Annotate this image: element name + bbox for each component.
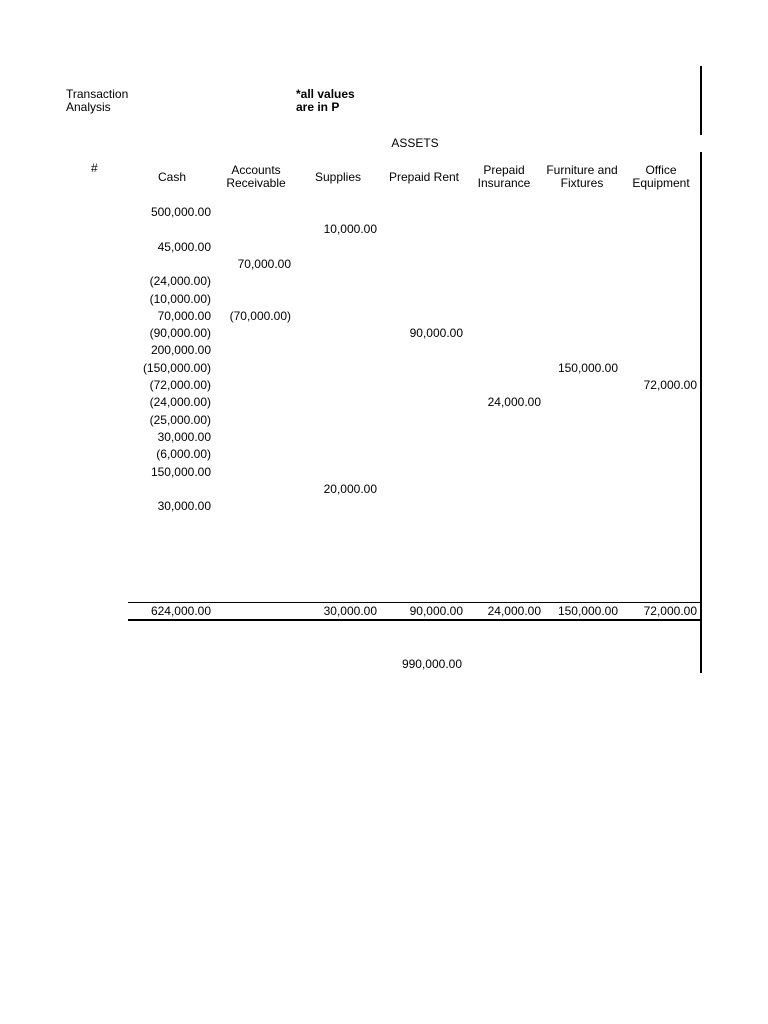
table-cell: (24,000.00) [149,274,211,289]
totals-top-rule [128,602,700,603]
table-cell: 150,000.00 [150,464,211,479]
table-cell: (150,000.00) [142,360,211,375]
sheet-title: Transaction Analysis [66,87,129,114]
table-cell: (10,000.00) [149,291,211,306]
table-cell: 200,000.00 [150,343,211,358]
table-cell: 70,000.00 [237,256,291,271]
total-cell: 24,000.00 [487,604,541,618]
total-cell: 624,000.00 [150,604,211,618]
currency-note: *all values are in P [296,87,355,114]
column-header-cash: Cash [157,169,186,184]
table-cell: 20,000.00 [323,481,377,496]
grand-total: 990,000.00 [401,657,462,671]
table-cell: 30,000.00 [157,429,211,444]
column-header-prepaid-insurance: Prepaid Insurance [477,163,531,190]
table-cell: 500,000.00 [150,205,211,219]
transaction-number-header: # [91,161,98,175]
column-header-supplies: Supplies [314,169,362,184]
table-cell: 70,000.00 [157,308,211,323]
table-cell: 24,000.00 [487,395,541,410]
table-cell: (6,000.00) [156,447,211,462]
table-cell: (72,000.00) [149,378,211,392]
table-cell: (90,000.00) [149,326,211,341]
table-cell: 72,000.00 [643,378,697,392]
total-cell: 72,000.00 [643,604,697,618]
total-cell: 150,000.00 [557,604,618,618]
column-header-prepaid-rent: Prepaid Rent [388,169,460,184]
totals-bottom-rule [128,619,700,621]
total-cell: 30,000.00 [323,604,377,618]
table-cell: 10,000.00 [323,222,377,237]
column-header-accounts-receivable: Accounts Receivable [226,163,286,190]
table-cell: 45,000.00 [157,239,211,254]
table-cell: 30,000.00 [157,499,211,514]
assets-section-header: ASSETS [391,136,439,150]
table-cell: (24,000.00) [149,395,211,410]
table-cell: (70,000.00) [229,308,291,323]
right-border-table [700,152,702,673]
table-cell: 90,000.00 [409,326,463,341]
total-cell: 90,000.00 [409,604,463,618]
table-cell: 150,000.00 [557,360,618,375]
column-header-office-equipment: Office Equipment [632,163,690,190]
column-header-furniture-and-fixtures: Furniture and Fixtures [546,163,618,190]
right-border-top [700,66,702,135]
table-cell: (25,000.00) [149,412,211,427]
